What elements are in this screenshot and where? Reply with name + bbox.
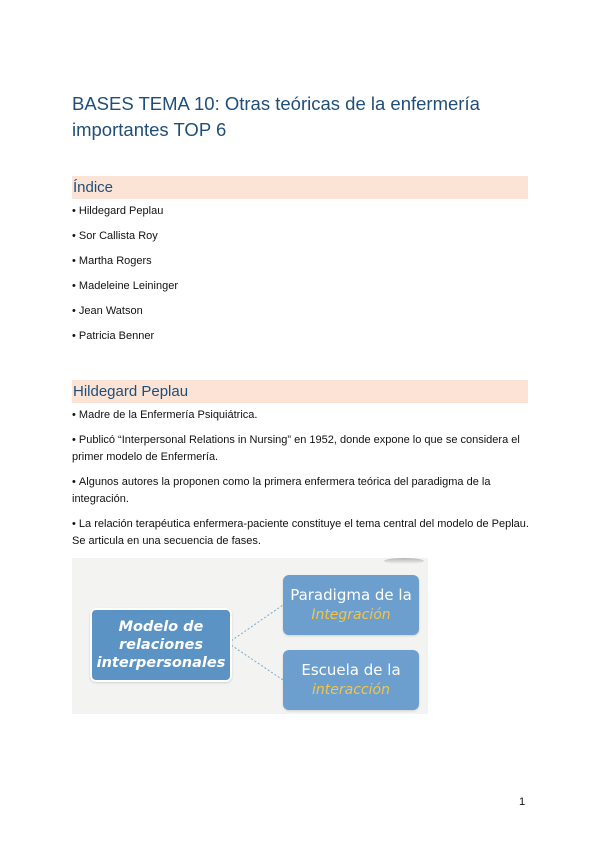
paradigm-box-accent: Integración [311, 607, 391, 623]
main-model-box [90, 608, 232, 682]
school-box-label: Escuela de la [301, 661, 401, 679]
peplau-heading [72, 380, 528, 403]
main-box-line-2: relaciones [118, 637, 204, 653]
index-item-leininger: • Madeleine Leininger [72, 279, 532, 304]
index-item-peplau: • Hildegard Peplau [72, 204, 532, 229]
page-number: 1 [519, 796, 526, 808]
index-list [72, 204, 532, 354]
peplau-heading-label: Hildegard Peplau [73, 383, 189, 400]
index-heading [72, 176, 528, 199]
index-item-roy: • Sor Callista Roy [72, 229, 532, 254]
peplau-bullet-2: • Publicó “Interpersonal Relations in Nursing” en 1952, donde expone lo que se considera el primer modelo de Enfermería. [72, 432, 532, 466]
paradigm-box [283, 575, 419, 635]
paradigm-box-label: Paradigma de la [290, 586, 412, 604]
model-diagram [72, 558, 428, 714]
main-box-line-3: interpersonales [96, 655, 226, 671]
peplau-bullet-4: • La relación terapéutica enfermera-paciente constituye el tema central del modelo de Peplau. Se articula en una secuencia de fases. [72, 516, 532, 550]
index-item-watson: • Jean Watson [72, 304, 532, 329]
index-item-rogers: • Martha Rogers [72, 254, 532, 279]
peplau-bullet-1: • Madre de la Enfermería Psiquiátrica. [72, 407, 532, 424]
main-box-line-1: Modelo de [118, 619, 204, 635]
school-box [283, 650, 419, 710]
document-title: BASES TEMA 10: Otras teóricas de la enfermería importantes TOP 6 [72, 93, 480, 140]
school-box-accent: interacción [312, 682, 390, 698]
peplau-bullet-list [72, 407, 532, 558]
index-heading-label: Índice [73, 179, 114, 196]
peplau-bullet-3: • Algunos autores la proponen como la primera enfermera teórica del paradigma de la integración. [72, 474, 532, 508]
index-item-benner: • Patricia Benner [72, 329, 532, 354]
